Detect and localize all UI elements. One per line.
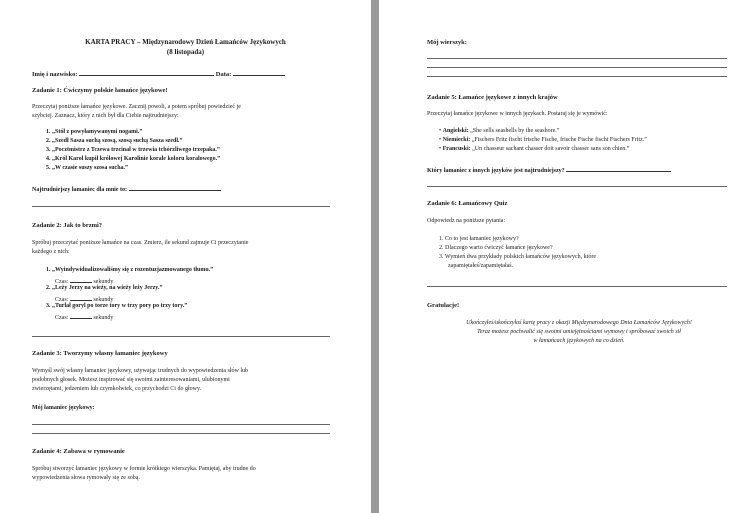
divider — [427, 286, 727, 287]
answer-line[interactable] — [32, 424, 330, 425]
answer-line[interactable] — [427, 67, 727, 68]
task1-item-4 — [46, 156, 220, 162]
congrats-line2: Teraz możesz pochwalić się swoimi umiejętnościami wymowy i spróbować swoich sił — [477, 329, 681, 335]
hardest-foreign-row[interactable] — [427, 165, 671, 174]
task1-instructions-line2: szybciej. Zaznacz, który z nich był dla Ciebie najtrudniejszy: — [32, 113, 179, 119]
item-number: 3. — [439, 254, 444, 260]
hardest-blank[interactable] — [129, 184, 221, 191]
name-label: Imię i nazwisko: — [32, 71, 78, 78]
quiz-item-1 — [439, 236, 519, 242]
time-row-1[interactable] — [55, 276, 113, 285]
time-row-3[interactable] — [55, 312, 113, 321]
quiz-item-3 — [439, 254, 596, 260]
language-label: Francuski: — [442, 146, 471, 152]
task1-item-2 — [46, 138, 183, 144]
item-number: 2. — [46, 138, 51, 144]
seconds-label: sekundy — [93, 279, 114, 285]
time-label: Czas: — [55, 315, 69, 321]
item-number: 4. — [46, 156, 51, 162]
name-field-row[interactable] — [32, 69, 285, 79]
task3-heading: Zadanie 3: Tworzymy własny łamaniec językowy — [32, 350, 168, 357]
worksheet-page-2 — [379, 0, 750, 513]
item-number: 1. — [46, 267, 51, 273]
task1-heading: Zadanie 1: Ćwiczymy polskie łamańce językowe! — [32, 87, 168, 94]
seconds-label: sekundy — [93, 315, 114, 321]
item-text: „Wyindywidualizowaliśmy się z rozentuzjazmowanego tłumu.” — [52, 267, 214, 273]
divider — [32, 206, 330, 207]
task2-item-1 — [46, 267, 213, 273]
date-blank[interactable] — [233, 69, 285, 76]
answer-line[interactable] — [32, 433, 330, 434]
item-number: 2. — [439, 245, 444, 251]
task5-item-french: • Francuski: „Un chasseur sachant chasser doit savoir chasser sans son chien.” — [439, 146, 630, 152]
item-number: 3. — [46, 303, 51, 309]
congrats-line1: Ukończyłeś/ukończyłaś kartę pracy z okazji Międzynarodowego Dnia Łamańców Językowych! — [466, 320, 692, 326]
congrats-heading: Gratulacje! — [427, 302, 460, 309]
time-label: Czas: — [55, 297, 69, 303]
task5-heading: Zadanie 5: Łamańce językowe z innych krajów — [427, 94, 558, 101]
task5-item-german: • Niemiecki: „Fischers Fritz fischt frische Fische, frische Fische fischt Fischers Fritz.” — [439, 137, 647, 143]
page-subtitle: (8 listopada) — [166, 48, 205, 56]
divider — [32, 336, 330, 337]
answer-line[interactable] — [427, 76, 727, 77]
task2-item-3 — [46, 303, 187, 309]
language-label: Angielski: — [442, 128, 469, 134]
quiz-item-2 — [439, 245, 553, 251]
item-text: Dlaczego warto ćwiczyć łamańce językowe? — [445, 245, 553, 251]
time-blank[interactable] — [70, 294, 92, 301]
task1-instructions-line1: Przeczytaj poniższe łamańce językowe. Zacznij powoli, a potem spróbuj powiedzieć je — [32, 104, 241, 110]
worksheet-page-1 — [0, 0, 371, 513]
task1-item-5 — [46, 165, 128, 171]
task4-instructions-line1: Spróbuj stworzyć łamaniec językowy w formie krótkiego wierszyka. Pamiętaj, aby trudne do — [32, 466, 256, 472]
language-label: Niemiecki: — [442, 137, 471, 143]
item-text: Co to jest łamaniec językowy? — [445, 236, 519, 242]
time-blank[interactable] — [70, 276, 92, 283]
task1-item-3 — [46, 147, 220, 153]
task1-item-1 — [46, 129, 142, 135]
task6-heading: Zadanie 6: Łamańcowy Quiz — [427, 200, 508, 207]
hardest-row[interactable] — [32, 184, 221, 193]
divider — [427, 186, 727, 187]
task3-instructions-line2: podobnych głosek. Możesz inspirować się swoimi zainteresowaniami, ulubionymi — [32, 377, 230, 383]
hardest-label: Najtrudniejszy łamaniec dla mnie to: — [32, 187, 127, 193]
item-number: 1. — [439, 236, 444, 242]
date-label: Data: — [215, 71, 232, 78]
answer-line[interactable] — [427, 58, 727, 59]
item-text: „Pocztmistrz z Tczewa trzcinał w trzewia tchórzliwego trzepaka.” — [52, 147, 220, 153]
time-blank[interactable] — [70, 312, 92, 319]
item-text: „Leży Jerzy na wieży, na wieży leży Jerzy.” — [52, 285, 163, 291]
my-twister-label: Mój łamaniec językowy: — [32, 405, 95, 411]
congrats-line3: w łamańcach językowych na co dzień. — [533, 338, 625, 344]
item-text: Wymień dwa przykłady polskich łamańców językowych, które — [444, 254, 596, 260]
hardest-foreign-blank[interactable] — [566, 165, 671, 172]
item-text: „Turlał goryl po torze tory w trzy pory po trzy tory.” — [52, 303, 188, 309]
task5-item-english: • Angielski: „She sells seashells by the seashore.” — [439, 128, 560, 134]
item-text: „Fischers Fritz fischt frische Fische, frische Fische fischt Fischers Fritz.” — [471, 137, 647, 143]
page-title: KARTA PRACY – Międzynarodowy Dzień Łamańców Językowych — [85, 38, 286, 46]
item-text: „Un chasseur sachant chasser doit savoir chasser sans son chien.” — [472, 146, 630, 152]
item-text: „She sells seashells by the seashore.” — [470, 128, 560, 134]
hardest-foreign-label: Który łamaniec z innych języków jest najtrudniejszy? — [427, 168, 565, 174]
item-number: 2. — [46, 285, 51, 291]
task4-heading: Zadanie 4: Zabawa w rymowanie — [32, 448, 125, 455]
item-text: „Król Karol kupił królowej Karolinie korale koloru koralowego.” — [52, 156, 221, 162]
task2-instructions-line1: Spróbuj przeczytać poniższe łamańce na czas. Zmierz, ile sekund zajmuje Ci przeczytanie — [32, 240, 249, 246]
time-label: Czas: — [55, 279, 69, 285]
task3-instructions-line3: zwierzętami, jedzeniem lub czymkolwiek, co przychodzi Ci do głowy. — [32, 386, 202, 392]
task2-heading: Zadanie 2: Jak to brzmi? — [32, 222, 103, 229]
item-number: 1. — [46, 129, 51, 135]
task6-instructions: Odpowiedz na poniższe pytania: — [427, 218, 506, 224]
item-text: „Stół z powyłamywanymi nogami.” — [52, 129, 143, 135]
item-text: „W czasie suszy szosa sucha.” — [52, 165, 129, 171]
name-blank[interactable] — [79, 69, 214, 76]
seconds-label: sekundy — [93, 297, 114, 303]
item-number: 5. — [46, 165, 51, 171]
task2-instructions-line2: każdego z nich: — [32, 249, 70, 255]
task4-instructions-line2: wypowiedzenia słowa rymowały się ze sobą. — [32, 475, 140, 481]
item-text: „Szedł Sasza suchą szosą, szosą suchą Sasza szedł.” — [52, 138, 183, 144]
task5-instructions: Przeczytaj łamańce językowe w innych językach. Postaraj się je wymówić: — [427, 111, 608, 117]
time-row-2[interactable] — [55, 294, 113, 303]
quiz-item-3-continuation: zapamiętałeś/zapamiętałaś. — [448, 263, 514, 269]
task3-instructions-line1: Wymyśl swój własny łamaniec językowy, używając trudnych do wypowiedzenia słów lub — [32, 368, 249, 374]
item-number: 3. — [46, 147, 51, 153]
poem-label: Mój wierszyk: — [427, 39, 467, 46]
task2-item-2 — [46, 285, 162, 291]
